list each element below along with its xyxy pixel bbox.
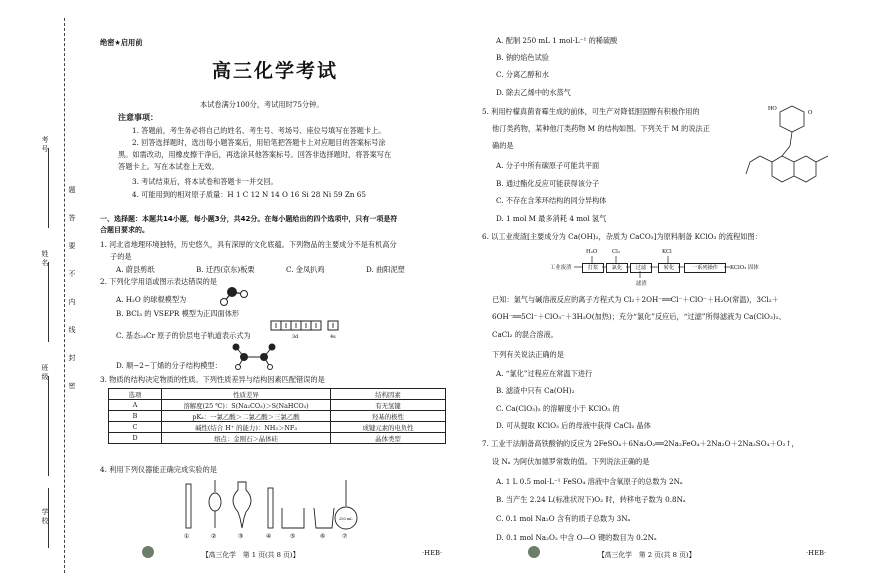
q6-option-d: D. 可从提取 KClO₃ 后的母液中获得 CaCl₂ 晶体 — [496, 421, 651, 430]
q2-option-b: B. BCl₃ 的 VSEPR 模型为正四面体形 — [116, 309, 240, 318]
flow-step: 转化 — [658, 263, 680, 273]
blank-line — [48, 262, 49, 342]
q6-option-c: C. Ca(ClO₃)₂ 的溶解度小于 KClO₃ 的 — [496, 404, 620, 413]
q1-option-c: C. 金凤扒鸡 — [286, 265, 325, 274]
lab-apparatus — [176, 478, 366, 540]
flask-capacity: 250 mL — [339, 517, 353, 521]
q6-text: 6OH⁻══5Cl⁻＋ClO₃⁻＋3H₂O(加热)；充分“氯化”反应后，“过滤”所得滤液为 Ca(ClO₃)₂、 — [492, 312, 786, 321]
seal-char: 内 — [68, 298, 76, 307]
table-row: A 溶解度(25 ℃)：S(Na₂CO₃)＞S(NaHCO₃) 有无氢键 — [109, 400, 446, 411]
flow-end: KClO₃ 固体 — [730, 265, 759, 271]
q7-option-b: B. 当产生 2.24 L(标准状况下)O₂ 时，转移电子数为 0.8Nₐ — [496, 495, 686, 504]
q6-text: CaCl₂ 的混合溶液。 — [492, 330, 558, 339]
flow-arrows — [574, 254, 734, 280]
q1-option-d: D. 曲阳泥塑 — [366, 265, 405, 274]
q6-text: 下列有关说法正确的是 — [492, 350, 564, 359]
q6-option-a: A. “氯化”过程应在常温下进行 — [496, 369, 593, 378]
q6-text: 已知：氯气与碱溶液反应的离子方程式为 Cl₂＋2OH⁻══Cl⁻＋ClO⁻＋H₂O(常温)，3Cl₂＋ — [492, 295, 779, 304]
note-line: 3. 考试结束后，将本试卷和答题卡一并交回。 — [132, 177, 278, 186]
apparatus-label: ⑤ — [290, 533, 296, 540]
svg-text:HO: HO — [768, 106, 777, 112]
seal-char: 题 — [68, 186, 76, 195]
apparatus-label: ④ — [266, 533, 272, 540]
section-heading-2: 合题目要求的。 — [100, 226, 149, 234]
table-row: D 熔点：金刚石＞晶体硅 晶体类型 — [109, 433, 446, 444]
q1-stem-2: 子的是 — [110, 252, 132, 261]
footer-right: 【高三化学 第 2 页(共 8 页)】 — [598, 551, 696, 559]
q5-stem: 5. 利用柠檬真菌青霉生成的前体，可生产对降低胆固醇有积极作用的 — [482, 107, 700, 116]
seal-line — [64, 18, 65, 573]
score-time: 本试卷满分100分，考试用时75分钟。 — [200, 100, 324, 109]
seal-char: 封 — [68, 354, 76, 363]
q4-option-b: B. 钠的焰色试验 — [496, 53, 549, 62]
seal-char: 要 — [68, 242, 76, 251]
label-class: 班级 — [41, 364, 49, 382]
blank-line — [48, 488, 49, 548]
secret-label: 绝密★启用前 — [100, 38, 143, 47]
footer-code-right: ·HEB· — [806, 549, 827, 557]
q2-option-c: C. 基态₂₄Cr 原子的价层电子轨道表示式为 — [116, 331, 251, 340]
table-row: B pKₐ：一氯乙酸＞二氯乙酸＞三氯乙酸 羟基的极性 — [109, 411, 446, 422]
q5-option-d: D. 1 mol M 最多消耗 4 mol 氢气 — [496, 214, 607, 223]
q7-option-c: C. 0.1 mol Na₂O 含有的质子总数为 3Nₐ — [496, 514, 631, 523]
q3-stem: 3. 物质的结构决定物质的性质。下列性质差异与结构因素匹配错误的是 — [100, 375, 325, 384]
leaf-logo-icon — [528, 546, 540, 558]
flow-step: 打浆 — [582, 263, 604, 273]
orbital-label-4s: 4s — [330, 334, 336, 340]
binding-margin — [0, 0, 74, 584]
q6-stem: 6. 以工业废渣[主要成分为 Ca(OH)₂，杂质为 CaCO₃]为原料制备 KClO₃ 的流程如图： — [482, 232, 762, 241]
seal-char: 线 — [68, 326, 76, 335]
q7-stem-2: 设 Nₐ 为阿伏加德罗常数的值。下列说法正确的是 — [492, 457, 650, 466]
note-line: 答题卡上。写在本试卷上无效。 — [118, 162, 219, 171]
q7-option-a: A. 1 L 0.5 mol·L⁻¹ FeSO₄ 溶液中含氧原子的总数为 2Nₐ — [496, 477, 683, 486]
seal-char: 答 — [68, 214, 76, 223]
water-ball-stick-model — [218, 286, 254, 308]
q1-option-b: B. 迁西(京东)板栗 — [196, 265, 255, 274]
flow-residue: 滤渣 — [636, 281, 647, 287]
q2-stem: 2. 下列化学用语或图示表达错误的是 — [100, 277, 217, 286]
q5-option-b: B. 通过酯化反应可能获得该分子 — [496, 179, 600, 188]
q2-option-d: D. 顺−2−丁烯的分子结构模型： — [116, 361, 222, 370]
apparatus-label: ⑥ — [320, 533, 326, 540]
q4-option-c: C. 分离乙醇和水 — [496, 70, 549, 79]
q7-option-d: D. 0.1 mol Na₂O₂ 中含 O—O 键的数目为 0.2Nₐ — [496, 533, 657, 542]
flow-input: Cl₂ — [612, 249, 621, 255]
apparatus-label: ② — [211, 533, 217, 540]
label-exam-number: 考号 — [41, 136, 49, 154]
q6-option-b: B. 滤渣中只有 Ca(OH)₂ — [496, 386, 575, 395]
note-line: 1. 答题前，考生务必将自己的姓名、考生号、考场号、座位号填写在答题卡上。 — [132, 126, 386, 135]
note-line: 4. 可能用到的相对原子质量：H 1 C 12 N 14 O 16 Si 28 Ni 59 Zn 65 — [132, 190, 366, 199]
footer-left: 【高三化学 第 1 页(共 8 页)】 — [202, 551, 300, 559]
label-name: 姓名 — [41, 250, 49, 268]
table-row: C 碱性(结合 H⁺ 的能力)：NH₃＞NF₃ 成键元素的电负性 — [109, 422, 446, 433]
q4-option-d: D. 除去乙烯中的水蒸气 — [496, 88, 571, 97]
q1-stem: 1. 河北省地理环境独特，历史悠久，具有深厚的文化底蕴。下列物品的主要成分不是有机高分 — [100, 240, 397, 249]
molecule-m-structure — [742, 98, 838, 198]
q3-table — [108, 388, 446, 444]
leaf-logo-icon — [142, 546, 154, 558]
q5-option-c: C. 不存在含苯环结构的同分异构体 — [496, 196, 607, 205]
blank-line — [48, 148, 49, 228]
page-title: 高三化学考试 — [212, 60, 339, 82]
cis-2-butene-model — [230, 342, 280, 372]
svg-text:O: O — [808, 110, 813, 116]
orbital-label-3d: 3d — [292, 334, 299, 340]
footer-code-left: ·HEB· — [422, 549, 443, 557]
flow-step: 氯化 — [606, 263, 628, 273]
orbital-diagram — [270, 320, 350, 340]
blank-line — [48, 376, 49, 476]
q5-stem-3: 确的是 — [492, 141, 514, 150]
flow-step: 过滤 — [630, 263, 652, 273]
q1-option-a: A. 蔚县剪纸 — [116, 265, 155, 274]
flow-input: KCl — [662, 249, 672, 255]
flow-input: H₂O — [586, 249, 598, 255]
q2-option-a: A. H₂O 的球棍模型为 — [116, 295, 187, 304]
seal-char: 不 — [68, 270, 76, 279]
q5-stem-2: 他汀类药物，某种他汀类药物 M 的结构如图。下列关于 M 的说法正 — [492, 124, 710, 133]
notes-title: 注意事项： — [118, 113, 158, 122]
apparatus-label: ⑦ — [342, 533, 348, 540]
apparatus-label: ① — [184, 533, 190, 540]
q4-option-a: A. 配制 250 mL 1 mol·L⁻¹ 的稀硫酸 — [496, 36, 618, 45]
q4-stem: 4. 利用下列仪器能正确完成实验的是 — [100, 465, 217, 474]
flow-step: 一系列操作 — [684, 263, 726, 273]
section-heading: 一、选择题：本题共14小题，每小题3分，共42分。在每小题给出的四个选项中，只有一项是符 — [100, 215, 398, 223]
q5-option-a: A. 分子中所有碳原子可能共平面 — [496, 161, 600, 170]
label-school: 学校 — [41, 508, 49, 526]
flow-start: 工业废渣 — [550, 265, 572, 271]
apparatus-label: ③ — [238, 533, 244, 540]
table-header-row: 选项 性质差异 结构因素 — [109, 389, 446, 400]
note-line: 黑。如需改动，用橡皮擦干净后，再选涂其他答案标号。回答非选择题时，将答案写在 — [118, 150, 392, 159]
q7-stem: 7. 工业干法制备高铁酸钠的反应为 2FeSO₄＋6Na₂O₂══2Na₂FeO₄＋2Na₂O＋2Na₂SO₄＋O₂↑， — [482, 439, 799, 448]
note-line: 2. 回答选择题时，选出每小题答案后，用铅笔把答题卡上对应题目的答案标号涂 — [132, 138, 386, 147]
seal-char: 密 — [68, 382, 76, 391]
